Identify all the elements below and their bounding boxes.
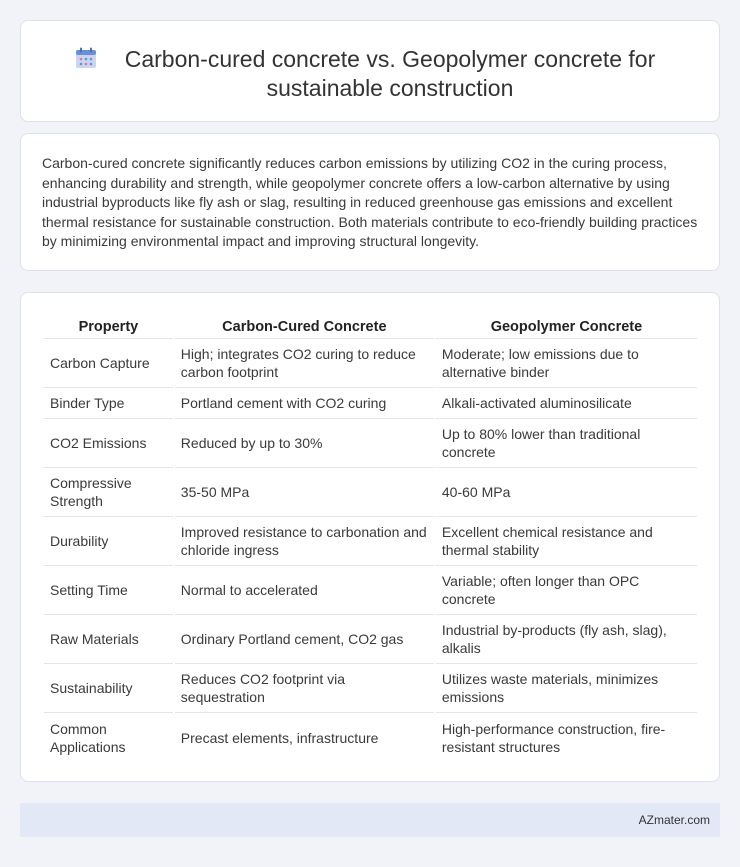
page-title: Carbon-cured concrete vs. Geopolymer concrete for sustainable construction xyxy=(124,46,656,101)
table-row xyxy=(44,419,697,468)
header-property: Property xyxy=(44,313,173,339)
property-cell: CO2 Emissions xyxy=(44,419,173,468)
table-row xyxy=(44,517,697,566)
carbon-cured-cell: 35-50 MPa xyxy=(175,468,434,517)
table-row xyxy=(44,388,697,419)
geopolymer-cell: Variable; often longer than OPC concrete xyxy=(436,566,697,615)
table-row xyxy=(44,664,697,713)
table-row xyxy=(44,713,697,762)
property-cell: Sustainability xyxy=(44,664,173,713)
property-cell: Setting Time xyxy=(44,566,173,615)
table-row xyxy=(44,339,697,388)
table-row xyxy=(44,615,697,664)
property-cell: Binder Type xyxy=(44,388,173,419)
carbon-cured-cell: Ordinary Portland cement, CO2 gas xyxy=(175,615,434,664)
geopolymer-cell: Excellent chemical resistance and thermal stability xyxy=(436,517,697,566)
geopolymer-cell: Utilizes waste materials, minimizes emissions xyxy=(436,664,697,713)
property-cell: Durability xyxy=(44,517,173,566)
carbon-cured-cell: Improved resistance to carbonation and chloride ingress xyxy=(175,517,434,566)
geopolymer-cell: High-performance construction, fire-resistant structures xyxy=(441,720,666,755)
geopolymer-cell: Industrial by-products (fly ash, slag), alkalis xyxy=(436,615,697,664)
carbon-cured-cell: Portland cement with CO2 curing xyxy=(175,388,434,419)
table-row xyxy=(44,566,697,615)
footer-bar xyxy=(20,803,720,837)
property-cell: Common Applications xyxy=(50,720,126,755)
geopolymer-cell: Alkali-activated aluminosilicate xyxy=(436,388,697,419)
geopolymer-cell: Up to 80% lower than traditional concrete xyxy=(436,419,697,468)
geopolymer-cell: Moderate; low emissions due to alternative binder xyxy=(436,339,697,388)
geopolymer-cell: 40-60 MPa xyxy=(436,468,697,517)
summary-card xyxy=(20,133,720,271)
carbon-cured-cell: Reduces CO2 footprint via sequestration xyxy=(175,664,434,713)
comparison-table xyxy=(42,313,699,762)
table-header-row xyxy=(44,313,697,339)
carbon-cured-cell: Precast elements, infrastructure xyxy=(180,729,379,746)
table-row xyxy=(44,468,697,517)
summary-paragraph: Carbon-cured concrete significantly reduces carbon emissions by utilizing CO2 in the curing process, enhancing durability and strength, while geopolymer concrete offers a low-carbon alternative by using industrial byproducts like fly ash or slag, resulting in reduced greenhouse gas emissions and excellent thermal resistance for sustainable construction. Both materials contribute to eco-friendly building practices by minimizing environmental impact and improving structural longevity. xyxy=(42,155,698,250)
carbon-cured-cell: Reduced by up to 30% xyxy=(175,419,434,468)
comparison-table-card xyxy=(20,292,720,782)
property-cell: Compressive Strength xyxy=(44,468,173,517)
header-geopolymer: Geopolymer Concrete xyxy=(436,313,697,339)
property-cell: Raw Materials xyxy=(44,615,173,664)
footer-brand-link[interactable]: AZmater.com xyxy=(638,813,710,827)
header-carbon-cured: Carbon-Cured Concrete xyxy=(175,313,434,339)
property-cell: Carbon Capture xyxy=(44,339,173,388)
title-card xyxy=(20,20,720,122)
carbon-cured-cell: High; integrates CO2 curing to reduce carbon footprint xyxy=(175,339,434,388)
carbon-cured-cell: Normal to accelerated xyxy=(175,566,434,615)
